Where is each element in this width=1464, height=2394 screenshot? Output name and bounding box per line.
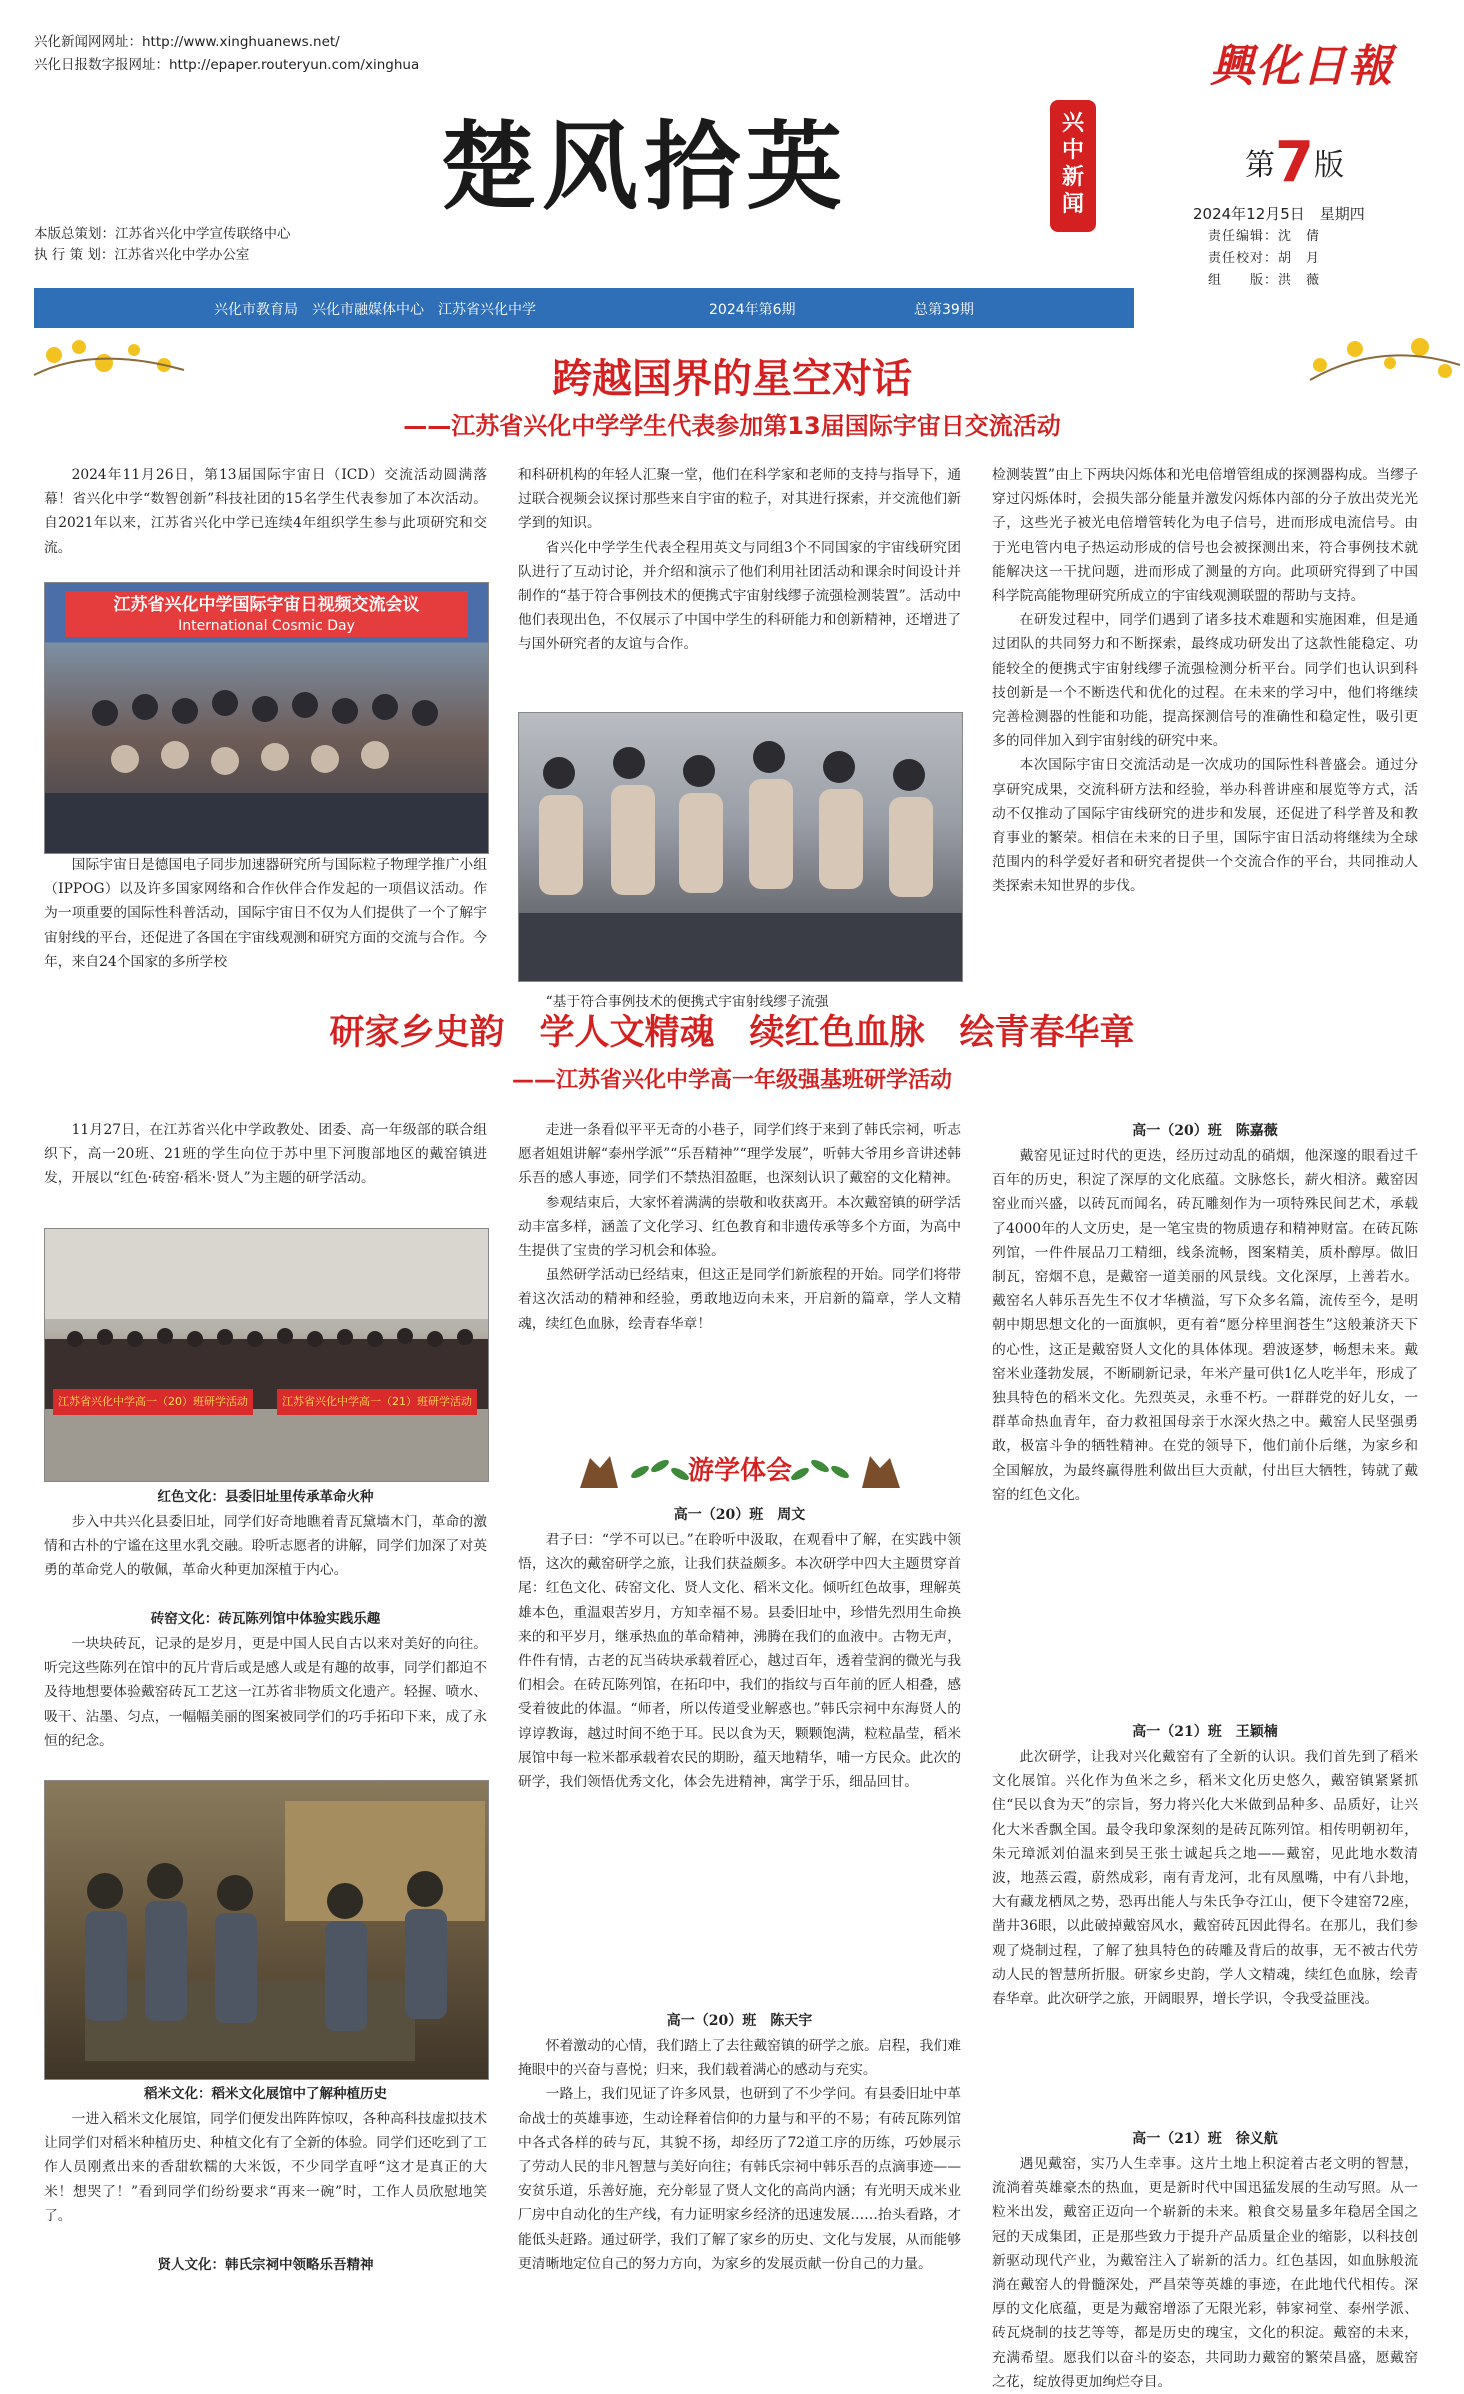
editor-credit: 责任编辑：沈 倩 (1208, 229, 1321, 244)
article1-subtitle: ——江苏省兴化中学学生代表参加第13届国际宇宙日交流活动 (403, 412, 1061, 440)
article2-title: 研家乡史韵 学人文精魂 续红色血脉 绘青春华章 (329, 1013, 1135, 1053)
article2-photo-rice (44, 1780, 489, 2080)
reflection-2-text-a: 怀着激动的心情，我们踏上了去往戴窑镇的研学之旅。启程，我们难掩眼中的兴奋与喜悦；归来，我们载着满心的感动与充实。 (518, 2038, 961, 2079)
author-xu-yihang: 高一（21）班 徐义航 (1132, 2131, 1278, 2147)
caption-rice-culture: 稻米文化：稻米文化展馆中了解种植历史 (144, 2086, 387, 2102)
article1-para-7: 本次国际宇宙日交流活动是一次成功的国际性科普盛会。通过分享研究成果，交流科研方法和经验，举办科普讲座和展览等方式，活动不仅推动了国际宇宙线研究的进步和发展，还促进了科学普及和教育事业的繁荣。相信在未来的日子里，国际宇宙日活动将继续为全球范围内的科学爱好者和研究者提供一个交流合作的平台，共同推动人类探索未知世界的步伐。 (992, 757, 1418, 895)
article2-photo-group (44, 1228, 489, 1482)
reflection-2 (518, 2034, 961, 2274)
article1-para-1: 2024年11月26日，第13届国际宇宙日（ICD）交流活动圆满落幕！省兴化中学“数智创新”科技社团的15名学生代表参加了本次活动。自2021年以来，江苏省兴化中学已连续4年组织学生参与此项研究和交流。 (44, 467, 487, 556)
newspaper-logo: 興化日報 (1210, 41, 1394, 92)
proofreader-credit: 责任校对：胡 月 (1208, 251, 1321, 266)
bar-organizations: 兴化市教育局 兴化市融媒体中心 江苏省兴化中学 (214, 302, 536, 318)
article1-photo-2-caption: “基于符合事例技术的便携式宇宙射线缪子流强 (545, 994, 829, 1010)
article1-para-4: 省兴化中学学生代表全程用英文与同组3个不同国家的宇宙线研究团队进行了互动讨论，并介绍和演示了他们利用社团活动和课余时间设计并制作的“基于符合事例技术的便携式宇宙射线缪子流强检测装置”。活动中他们表现出色，不仅展示了中国中学生的科研能力和创新精神，还增进了与国外研究者的友谊与合作。 (518, 539, 961, 653)
reflection-1-text: 君子曰：“学不可以已。”在聆听中汲取，在观看中了解，在实践中领悟，这次的戴窑研学之旅，让我们获益颇多。本次研学中四大主题贯穿首尾：红色文化、砖窑文化、贤人文化、稻米文化。倾听红色故事，理解英雄本色，重温艰苦岁月，方知幸福不易。县委旧址中，珍惜先烈用生命换来的和平岁月，继承热血的革命精神，沸腾在我们的血液中。古物无声，件件有情，古老的瓦当砖块承载着匠心，越过百年，透着莹润的微光与我们相会。在砖瓦陈列馆，在拓印中，我们的指纹与百年前的匠人相叠，感受着彼此的体温。“师者，所以传道受业解惑也。”韩氏宗祠中东海贤人的谆谆教诲，越过时间不绝于耳。民以食为天，颗颗饱满，粒粒晶莹，稻米展馆中每一粒米都承载着农民的期盼，蕴天地精华，哺一方民众。此次的研学，我们领悟优秀文化，体会先进精神，寓学于乐，细品回甘。 (518, 1532, 961, 1791)
bar-issue: 2024年第6期 (709, 302, 796, 318)
article1-col1-text (44, 853, 487, 1021)
masthead-bar (34, 288, 1134, 328)
planner-credit: 本版总策划：江苏省兴化中学宣传联络中心 (34, 226, 291, 242)
page-label-prefix: 第 (1245, 148, 1275, 183)
photo1-banner-cn: 江苏省兴化中学国际宇宙日视频交流会议 (113, 595, 420, 615)
reflection-5-text: 遇见戴窑，实乃人生幸事。这片土地上积淀着古老文明的智慧，流淌着英雄豪杰的热血，更是新时代中国迅猛发展的生动写照。从一粒米出发，戴窑正迈向一个崭新的未来。粮食交易量多年稳居全国之冠的天成集团，正是那些致力于提升产品质量企业的缩影，以科技创新驱动现代产业，为戴窑注入了崭新的活力。红色基因，如血脉般流淌在戴窑人的骨髓深处，严昌荣等英雄的事迹，在此地代代相传。深厚的文化底蕴，更是为戴窑增添了无限光彩，韩家祠堂、泰州学派、砖瓦烧制的技艺等等，都是历史的瑰宝，文化的积淀。戴窑的未来，充满希望。愿我们以奋斗的姿态，共同助力戴窑的繁荣昌盛，愿戴窑之花，绽放得更加绚烂夺目。 (992, 2156, 1418, 2390)
reflection-3 (992, 1144, 1418, 1719)
article1-title: 跨越国界的星空对话 (552, 356, 912, 402)
page-number-label (1245, 130, 1344, 195)
heading-sage-culture: 贤人文化：韩氏宗祠中领略乐吾精神 (157, 2257, 374, 2273)
author-wang-yingnan: 高一（21）班 王颖楠 (1132, 1724, 1278, 1740)
article1-photo-1 (44, 582, 489, 854)
article1-col3-text (992, 463, 1418, 1023)
article2-col1-kiln (44, 1632, 487, 1778)
article1-para-5: 检测装置”由上下两块闪烁体和光电倍增管组成的探测器构成。当缪子穿过闪烁体时，会损失部分能量并激发闪烁体内部的分子放出荧光光子，这些光子被光电倍增管转化为电子信号，进而形成电流信号。由于光电管内电子热运动形成的信号也会被探测出来，符合事例技术就能解决这一干扰问题，进而形成了测量的方向。此项研究得到了中国科学院高能物理研究所成立的宇宙线观测联盟的帮助与支持。 (992, 467, 1418, 605)
article2-para-5: 走进一条看似平平无奇的小巷子，同学们终于来到了韩氏宗祠，听志愿者姐姐讲解“泰州学派”“乐吾精神”“理学发展”，听韩大爷用乡音讲述韩乐吾的感人事迹，同学们不禁热泪盈眶，也深刻认识了戴窑的文化精神。 (518, 1122, 961, 1187)
article1-para-6: 在研发过程中，同学们遇到了诸多技术难题和实施困难，但是通过团队的共同努力和不断探索，最终成功研发出了这款性能稳定、功能较全的便携式宇宙射线缪子流强检测分析平台。同学们也认识到科技创新是一个不断迭代和优化的过程。在未来的学习中，他们将继续完善检测器的性能和功能，提高探测信号的准确性和稳定性，吸引更多的同伴加入到宇宙射线的研究中来。 (992, 612, 1418, 750)
article2-para-7: 虽然研学活动已经结束，但这正是同学们新旅程的开始。同学们将带着这次活动的精神和经验，勇敢地迈向未来，开启新的篇章，学人文精魂，续红色血脉，绘青春华章！ (518, 1267, 961, 1332)
author-chen-jiawei: 高一（20）班 陈嘉薇 (1132, 1123, 1278, 1139)
article2-para-3: 一块块砖瓦，记录的是岁月，更是中国人民自古以来对美好的向往。听完这些陈列在馆中的瓦片背后或是感人或是有趣的故事，同学们都迫不及待地想要体验戴窑砖瓦工艺这一江苏省非物质文化遗产。轻握、喷水、吸干、沾墨、匀点，一幅幅美丽的图案被同学们的巧手拓印下来，成了永恒的纪念。 (44, 1636, 487, 1749)
layout-credit: 组 版：洪 薇 (1208, 273, 1321, 288)
article1-para-3: 和科研机构的年轻人汇聚一堂，他们在科学家和老师的支持与指导下，通过联合视频会议探讨那些来自宇宙的粒子，对其进行探索，并交流他们新学到的知识。 (518, 467, 961, 532)
photo-banner-class20: 江苏省兴化中学高一（20）班研学活动 (53, 1389, 253, 1415)
reflection-1 (518, 1528, 961, 2008)
reflection-5 (992, 2152, 1418, 2390)
article2-para-1: 11月27日，在江苏省兴化中学政教处、团委、高一年级部的联合组织下，高一20班、21班的学生向位于苏中里下河腹部地区的戴窑镇进发，开展以“红色·砖窑·稻米·贤人”为主题的研学活动。 (44, 1122, 487, 1187)
reflection-2-text-b: 一路上，我们见证了许多风景，也研到了不少学问。有县委旧址中革命战士的英雄事迹，生动诠释着信仰的力量与和平的不易；有砖瓦陈列馆中各式各样的砖与瓦，其貌不扬，却经历了72道工序的历练，巧妙展示了劳动人民的非凡智慧与美好向往；有韩氏宗祠中韩乐吾的点滴事迹——安贫乐道，乐善好施，充分彰显了贤人文化的高尚内涵；有光明天成米业厂房中自动化的生产线，有力证明家乡经济的迅速发展……抬头看路，才能低头赶路。通过研学，我们了解了家乡的历史、文化与发展，从而能够更清晰地定位自己的努力方向，为家乡的发展贡献一份自己的力量。 (518, 2086, 961, 2272)
caption-red-culture: 红色文化：县委旧址里传承革命火种 (157, 1489, 374, 1505)
seal-text: 兴中新闻 (1061, 111, 1084, 217)
reflection-4 (992, 1745, 1418, 2130)
article2-col1-rice (44, 2107, 487, 2253)
bar-total-issue: 总第39期 (914, 302, 974, 318)
article1-col2-text (518, 463, 961, 709)
seal-stamp (1050, 100, 1096, 232)
study-reflection-title: 游学体会 (687, 1456, 792, 1486)
epaper-url[interactable]: 兴化日报数字报网址：http://epaper.routeryun.com/xinghua (34, 57, 420, 73)
reflection-3-text: 戴窑见证过时代的更迭，经历过动乱的硝烟，他深邃的眼看过千百年的历史，积淀了深厚的文化底蕴。文脉悠长，薪火相济。戴窑因窑业而兴盛，以砖瓦而闻名，砖瓦雕刻作为一项特殊民间艺术，承载了4000年的人文历史，是一笔宝贵的物质遗存和精神财富。在砖瓦陈列馆，一件件展品刀工精细，线条流畅，图案精美，质朴醇厚。做旧制瓦，窑烟不息，是戴窑一道美丽的风景线。文化深厚，上善若水。戴窑名人韩乐吾先生不仅才华横溢，写下众多名篇，流传至今，是明朝中期思想文化的一面旗帜，更有着“愿分梓里润苍生”这般兼济天下的心性，这正是戴窑贤人文化的具体体现。碧波逐梦，畅想未来。戴窑米业蓬勃发展，不断刷新记录，年米产量可供1亿人吃半年，形成了独具特色的稻米文化。先烈英灵，永垂不朽。一群群党的好儿女，一群革命热血青年，奋力救祖国母亲于水深火热之中。戴窑人民坚强勇敢，极富斗争的牺牲精神。在党的领导下，他们前仆后继，为家乡和全国解放，为最终赢得胜利做出巨大贡献，付出巨大牺牲，铸就了戴窑的红色文化。 (992, 1148, 1418, 1503)
page-number: 7 (1275, 130, 1314, 195)
author-chen-tianyu: 高一（20）班 陈天宇 (666, 2013, 813, 2029)
page-label-suffix: 版 (1313, 148, 1344, 183)
article2-para-6: 参观结束后，大家怀着满满的崇敬和收获离开。本次戴窑镇的研学活动丰富多样，涵盖了文化学习、红色教育和非遗传承等多个方面，为高中生提供了宝贵的学习机会和体验。 (518, 1194, 961, 1260)
photo1-banner-en: International Cosmic Day (178, 618, 355, 634)
article2-subtitle: ——江苏省兴化中学高一年级强基班研学活动 (511, 1068, 952, 1093)
article2-col2-text (518, 1118, 961, 1446)
article2-col1-intro (44, 1118, 487, 1228)
study-reflection-banner (540, 1446, 940, 1496)
photo-banner-class21: 江苏省兴化中学高一（21）班研学活动 (277, 1389, 477, 1415)
website-url[interactable]: 兴化新闻网网址：http://www.xinghuanews.net/ (34, 34, 340, 50)
article1-col1-intro (44, 463, 487, 590)
reflection-4-text: 此次研学，让我对兴化戴窑有了全新的认识。我们首先到了稻米文化展馆。兴化作为鱼米之乡，稻米文化历史悠久，戴窑镇紧紧抓住“民以食为天”的宗旨，努力将兴化大米做到品种多、品质好，让兴化大米香飘全国。最令我印象深刻的是砖瓦陈列馆。相传明朝初年，朱元璋派刘伯温来到吴王张士诚起兵之地——戴窑，见此地水数清波，地蒸云霞，蔚然成彩，南有青龙河，北有凤凰嘴，中有八卦地，大有藏龙栖凤之势，恐再出能人与朱氏争夺江山，便下令建窑72座，凿井36眼，以此破掉戴窑风水，戴窑砖瓦因此得名。在那儿，我们参观了烧制过程，了解了独具特色的砖雕及背后的故事，无不被古代劳动人民的智慧所折服。研家乡史韵，学人文精魂，续红色血脉，绘青春华章。此次研学之旅，开阔眼界，增长学识，令我受益匪浅。 (992, 1749, 1418, 2008)
article1-photo-2 (518, 712, 963, 982)
author-zhou-wen: 高一（20）班 周文 (673, 1507, 806, 1523)
article2-para-4: 一进入稻米文化展馆，同学们便发出阵阵惊叹，各种高科技虚拟技术让同学们对稻米种植历史、种植文化有了全新的体验。同学们还吃到了工作人员刚煮出来的香甜软糯的大米饭，不少同学直呼“这才是真正的大米！想哭了！”看到同学们纷纷要求“再来一碗”时，工作人员欣慰地笑了。 (44, 2111, 487, 2224)
article1-para-2: 国际宇宙日是德国电子同步加速器研究所与国际粒子物理学推广小组（IPPOG）以及许多国家网络和合作伙伴合作发起的一项倡议活动。作为一项重要的国际性科普活动，国际宇宙日不仅为人们提供了一个了解宇宙射线的平台，还促进了各国在宇宙线观测和研究方面的交流与合作。今年，来自24个国家的多所学校 (44, 857, 487, 970)
column-title: 楚风拾英 (440, 110, 848, 223)
executor-credit: 执 行 策 划：江苏省兴化中学办公室 (34, 247, 250, 263)
article2-para-2: 步入中共兴化县委旧址，同学们好奇地瞧着青瓦黛墙木门，革命的激情和古朴的宁谧在这里水乳交融。聆听志愿者的讲解，同学们加深了对英勇的革命党人的敬佩，革命火种更加深植于内心。 (44, 1514, 487, 1579)
heading-kiln-culture: 砖窑文化：砖瓦陈列馆中体验实践乐趣 (150, 1611, 381, 1627)
article2-col1-red (44, 1510, 487, 1608)
issue-date: 2024年12月5日 星期四 (1193, 205, 1365, 223)
